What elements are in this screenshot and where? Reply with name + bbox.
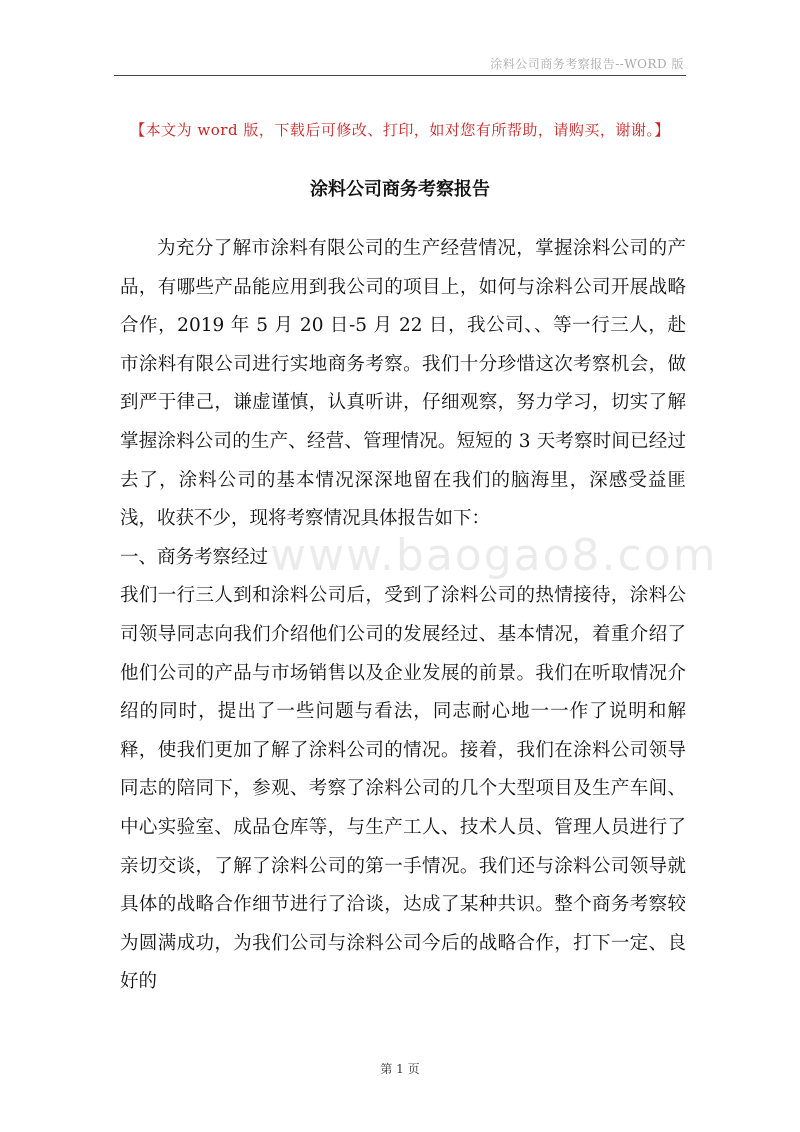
- section-heading: 一、商务考察经过: [120, 546, 269, 568]
- document-title: 涂料公司商务考察报告: [310, 179, 490, 200]
- body-paragraph: 我们一行三人到和涂料公司后，受到了涂料公司的热情接待，涂料公司领导同志向我们介绍他们公司的发展经过、基本情况，着重介绍了他们公司的产品与市场销售以及企业发展的前景。我们在听取情况介绍的同时，提出了一些问题与看法，同志耐心地一一作了说明和解释，使我们更加了解了涂料公司的情况。接着，我们在涂料公司领导同志的陪同下，参观、考察了涂料公司的几个大型项目及生产车间、中心实验室、成品仓库等，与生产工人、技术人员、管理人员进行了亲切交谈，了解了涂料公司的第一手情况。我们还与涂料公司领导就具体的战略合作细节进行了洽谈，达成了某种共识。整个商务考察较为圆满成功，为我们公司与涂料公司今后的战略合作，打下一定、良好的: [120, 585, 686, 993]
- purchase-notice: 【本文为 word 版，下载后可修改、打印，如对您有所帮助，请购买，谢谢。】: [130, 121, 670, 139]
- site-watermark: www.baogao8.com: [270, 530, 718, 581]
- page-header-label: 涂料公司商务考察报告--WORD 版: [490, 57, 684, 71]
- header-divider: [114, 75, 686, 76]
- document-body: [120, 230, 686, 1002]
- page-number: 第 1 页: [380, 1062, 420, 1076]
- intro-paragraph: 为充分了解市涂料有限公司的生产经营情况，掌握涂料公司的产品，有哪些产品能应用到我公司的项目上，如何与涂料公司开展战略合作，2019 年 5 月 20 日-5 月 22 日，我公司、、等一行三人，赴市涂料有限公司进行实地商务考察。我们十分珍惜这次考察机会，做到严于律己，谦虚谨慎，认真听讲，仔细观察，努力学习，切实了解掌握涂料公司的生产、经营、管理情况。短短的 3 天考察时间已经过去了，涂料公司的基本情况深深地留在我们的脑海里，深感受益匪浅，收获不少，现将考察情况具体报告如下：: [120, 238, 686, 530]
